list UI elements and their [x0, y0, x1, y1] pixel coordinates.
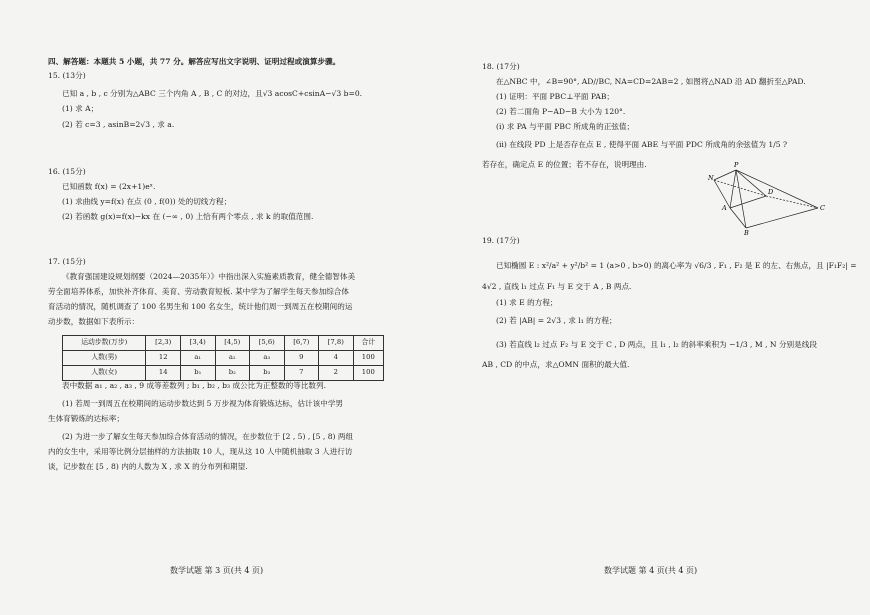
- pyramid-diagram: [710, 158, 828, 236]
- table-cell: b₁: [181, 366, 216, 381]
- figure-label: N: [708, 174, 714, 182]
- q18-part2i: (ⅰ) 求 PA 与平面 PBC 所成角的正弦值；: [496, 122, 635, 131]
- q17-line3: 育活动的情况，随机调查了 100 名男生和 100 名女生，统计他们周一到周五在校期间的运: [48, 302, 353, 311]
- q18-title: 18. (17分): [482, 62, 520, 71]
- table-row: [63, 366, 384, 381]
- table-cell: 100: [353, 351, 383, 366]
- q19-stem-b: 4√2 , 直线 l₁ 过点 F₁ 与 E 交于 A , B 两点.: [482, 282, 632, 291]
- table-cell: 人数(男): [63, 351, 146, 366]
- q16-part1: (1) 求曲线 y=f(x) 在点 (0 , f(0)) 处的切线方程；: [62, 197, 232, 206]
- q17-part2c: 谈，记步数在 [5 , 8) 内的人数为 X , 求 X 的分布列和期望.: [48, 462, 248, 471]
- q15-title: 15. (13分): [48, 71, 86, 80]
- figure-label: A: [722, 204, 727, 212]
- q18-part1: (1) 证明：平面 PBC⊥平面 PAB；: [496, 92, 615, 101]
- table-cell: a₂: [215, 351, 250, 366]
- q17-part2a: (2) 为进一步了解女生每天参加综合体育活动的情况，在步数位于 [2 , 5) , [5 , 8) 两组: [62, 432, 354, 441]
- table-header-cell: [4,5): [215, 336, 250, 351]
- q19-part3b: AB , CD 的中点，求△OMN 面积的最大值.: [482, 360, 630, 369]
- q19-stem-a: 已知椭圆 E : x²/a² + y²/b² = 1 (a>0 , b>0) 的离心率为 √6/3 , F₁ , F₂ 是 E 的左、右焦点，且 |F₁F₂| =: [496, 261, 857, 270]
- table-header-row: [63, 336, 384, 351]
- table-header-cell: [7,8): [319, 336, 354, 351]
- table-cell: 14: [146, 366, 181, 381]
- right-page: [482, 0, 857, 615]
- table-header-cell: [3,4): [181, 336, 216, 351]
- table-row: [63, 351, 384, 366]
- table-header-cell: [6,7): [284, 336, 319, 351]
- table-cell: 9: [284, 351, 319, 366]
- q15-part2: (2) 若 c=3 , asinB=2√3 , 求 a.: [62, 120, 175, 129]
- q18-part2ii: (ⅱ) 在线段 PD 上是否存在点 E , 使得平面 ABE 与平面 PDC 所成角的余弦值为 1/5 ?: [496, 140, 788, 149]
- table-cell: b₃: [250, 366, 285, 381]
- section-header: 四、解答题：本题共 5 小题，共 77 分。解答应写出文字说明、证明过程或演算步骤。: [48, 57, 341, 66]
- table-cell: 100: [353, 366, 383, 381]
- q15-part1: (1) 求 A；: [62, 104, 99, 113]
- q15-stem: 已知 a , b , c 分别为△ABC 三个内角 A , B , C 的对边，且√3 acosC+csinA−√3 b=0.: [62, 89, 363, 98]
- q17-part1a: (1) 若周一到周五在校期间的运动步数达到 5 万步视为体育锻炼达标，估计该中学男: [62, 399, 344, 408]
- table-cell: a₁: [181, 351, 216, 366]
- figure-label: B: [744, 229, 749, 237]
- figure-label: C: [820, 204, 825, 212]
- table-cell: 12: [146, 351, 181, 366]
- q17-part2b: 内的女生中，采用等比例分层抽样的方法抽取 10 人，现从这 10 人中随机抽取 3 人进行访: [48, 447, 353, 456]
- q18-part2: (2) 若二面角 P−AD−B 大小为 120°.: [496, 107, 626, 116]
- table-header-cell: 合计: [353, 336, 383, 351]
- table-header-cell: [5,6): [250, 336, 285, 351]
- table-header-cell: 运动步数(万步): [63, 336, 146, 351]
- step-count-table: [62, 335, 384, 381]
- q19-part3a: (3) 若直线 l₂ 过点 F₂ 与 E 交于 C , D 两点，且 l₁ , l₂ 的斜率乘积为 −1/3 , M , N 分别是线段: [496, 340, 817, 349]
- q17-line1: 《教育强国建设规划纲要（2024—2035年）》中指出深入实施素质教育，健全德智体美: [62, 272, 356, 281]
- q19-title: 19. (17分): [482, 236, 520, 245]
- q17-line4: 动步数，数据如下表所示：: [48, 317, 140, 326]
- q18-part2ii-cont: 若存在，确定点 E 的位置；若不存在，说明理由.: [482, 160, 647, 169]
- q17-line2: 劳全面培养体系，加快补齐体育、美育、劳动教育短板. 某中学为了解学生每天参加综合体: [48, 287, 349, 296]
- q16-part2: (2) 若函数 g(x)=f(x)−kx 在 (−∞ , 0) 上恰有两个零点 , 求 k 的取值范围.: [62, 212, 314, 221]
- q16-stem: 已知函数 f(x) = (2x+1)eˣ.: [62, 182, 156, 191]
- table-cell: 2: [319, 366, 354, 381]
- table-cell: b₂: [215, 366, 250, 381]
- table-cell: 人数(女): [63, 366, 146, 381]
- pyramid-figure: [710, 158, 828, 236]
- q19-part2: (2) 若 |AB| = 2√3 , 求 l₁ 的方程；: [496, 316, 617, 325]
- q17-part1b: 生体育锻炼的达标率；: [48, 414, 124, 423]
- left-page: [48, 0, 393, 615]
- q17-note: 表中数据 a₁ , a₂ , a₃ , 9 成等差数列 ; b₁ , b₂ , b₃ 成公比为正整数的等比数列.: [62, 381, 326, 390]
- table-cell: a₃: [250, 351, 285, 366]
- table-cell: 7: [284, 366, 319, 381]
- page-footer: 数学试题 第 4 页(共 4 页): [604, 566, 698, 575]
- q17-title: 17. (15分): [48, 257, 86, 266]
- q18-stem: 在△NBC 中，∠B=90°, AD//BC, NA=CD=2AB=2 , 如图将△NAD 沿 AD 翻折至△PAD.: [496, 77, 806, 86]
- figure-label: P: [734, 161, 739, 169]
- q19-part1: (1) 求 E 的方程；: [496, 298, 558, 307]
- figure-label: D: [768, 188, 774, 196]
- q16-title: 16. (15分): [48, 167, 86, 176]
- page-footer: 数学试题 第 3 页(共 4 页): [170, 566, 264, 575]
- table-cell: 4: [319, 351, 354, 366]
- table-header-cell: [2,3): [146, 336, 181, 351]
